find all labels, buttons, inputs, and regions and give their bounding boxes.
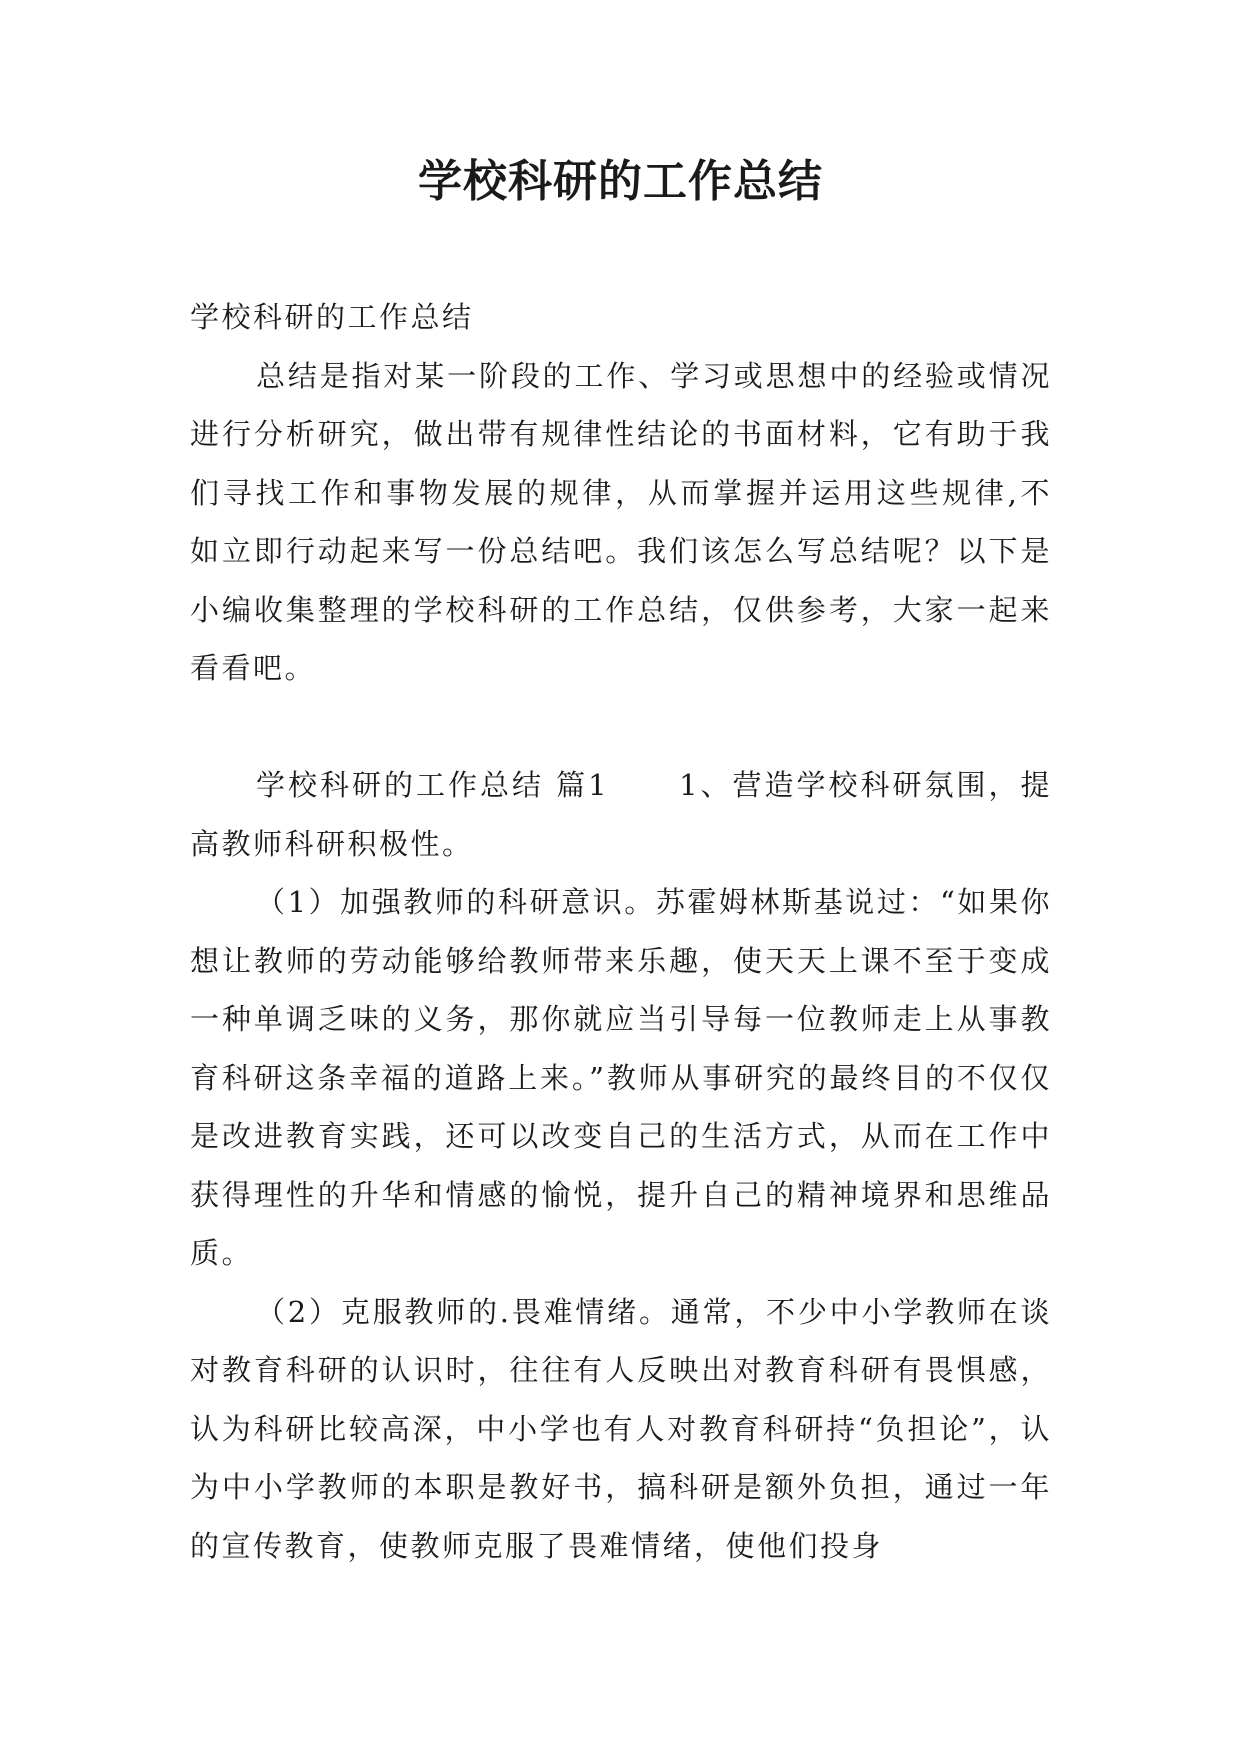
document-title: 学校科研的工作总结 xyxy=(418,156,823,207)
intro-paragraph: 总结是指对某一阶段的工作、学习或思想中的经验或情况进行分析研究，做出带有规律性结论的书面材料，它有助于我们寻找工作和事物发展的规律，从而掌握并运用这些规律,不如立即行动起来写一份总结吧。我们该怎么写总结呢？以下是小编收集整理的学校科研的工作总结，仅供参考，大家一起来看看吧。 xyxy=(190,358,1052,685)
section-heading: 学校科研的工作总结 篇1 xyxy=(256,768,610,802)
document-body xyxy=(190,288,1052,1575)
document-subtitle: 学校科研的工作总结 xyxy=(190,300,474,334)
section-paragraph xyxy=(190,756,1052,873)
body-paragraph-2: （2）克服教师的.畏难情绪。通常，不少中小学教师在谈对教育科研的认识时，往往有人反映出对教育科研有畏惧感，认为科研比较高深，中小学也有人对教育科研持“负担论”，认为中小学教师的本职是教好书，搞科研是额外负担，通过一年的宣传教育，使教师克服了畏难情绪，使他们投身 xyxy=(190,1294,1052,1563)
body-paragraph-1: （1）加强教师的科研意识。苏霍姆林斯基说过：“如果你想让教师的劳动能够给教师带来乐趣，使天天上课不至于变成一种单调乏味的义务，那你就应当引导每一位教师走上从事教育科研这条幸福的道路上来。”教师从事研究的最终目的不仅仅是改进教育实践，还可以改变自己的生活方式，从而在工作中获得理性的升华和情感的愉悦，提升自己的精神境界和思维品质。 xyxy=(190,885,1052,1270)
paragraph-spacer xyxy=(190,698,1052,757)
section-point: 1、营造学校科研氛围，提高教师科研积极性。 xyxy=(190,768,1052,861)
